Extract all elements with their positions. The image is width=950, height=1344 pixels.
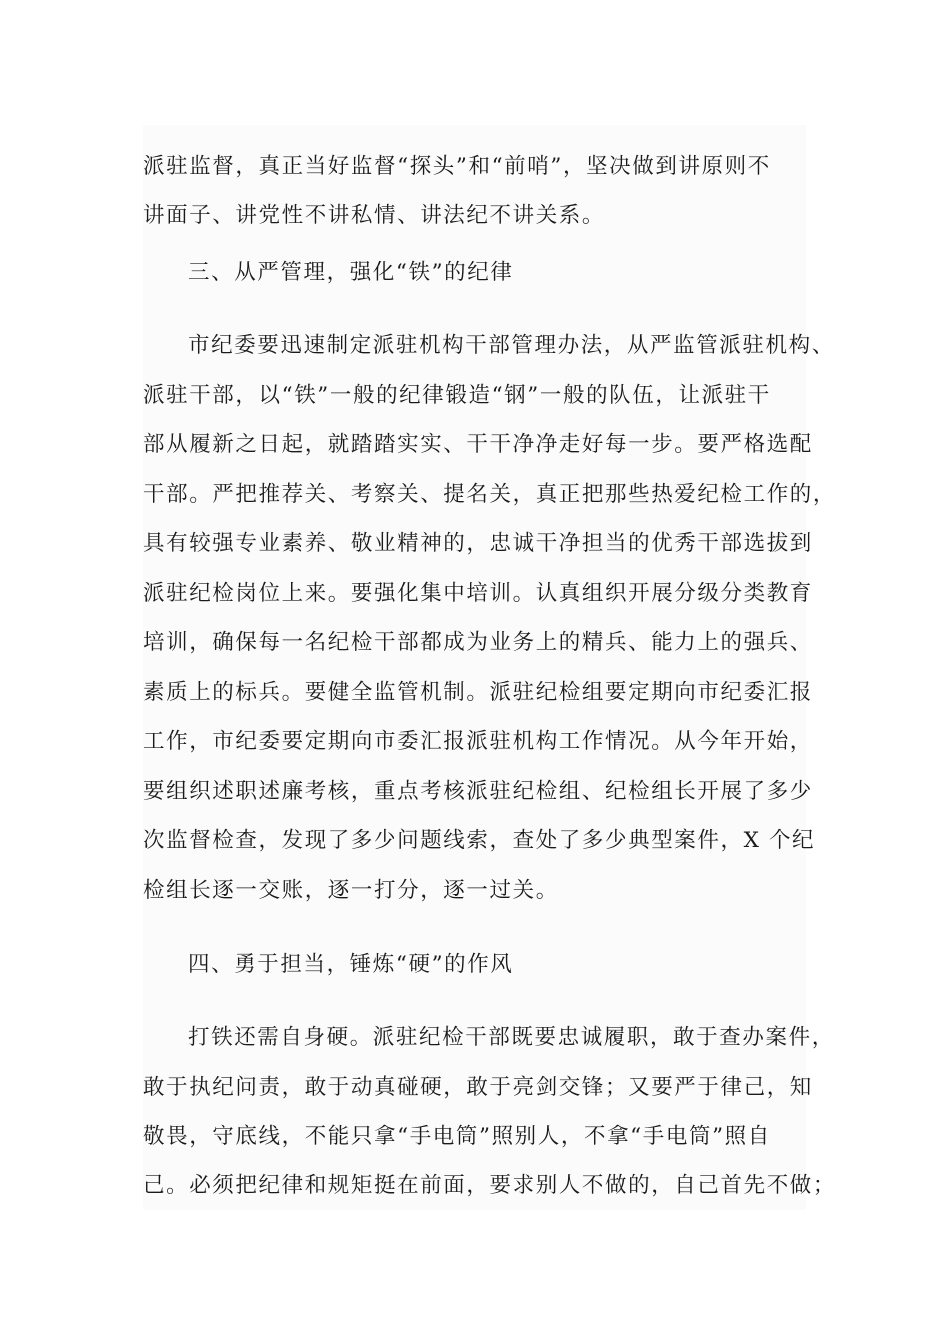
paragraph-line: 干部。严把推荐关、考察关、提名关，真正把那些热爱纪检工作的， [143, 482, 837, 507]
paragraph-line: 要组织述职述廉考核，重点考核派驻纪检组、纪检组长开展了多少 [143, 779, 813, 804]
paragraph-line: 市纪委要迅速制定派驻机构干部管理办法，从严监管派驻机构、 [188, 333, 835, 358]
paragraph-line: 素质上的标兵。要健全监管机制。派驻纪检组要定期向市纪委汇报 [143, 680, 813, 705]
paragraph-line: 敬畏，守底线，不能只拿“手电筒”照别人，不拿“手电筒”照自 [143, 1124, 771, 1149]
paragraph-line: 派驻监督，真正当好监督“探头”和“前哨”，坚决做到讲原则不 [143, 154, 771, 179]
paragraph-line: 己。必须把纪律和规矩挺在前面，要求别人不做的，自己首先不做； [143, 1173, 837, 1198]
section-heading: 三、从严管理，强化“铁”的纪律 [188, 260, 514, 285]
paragraph-line: 派驻干部，以“铁”一般的纪律锻造“钢”一般的队伍，让派驻干 [143, 383, 771, 408]
paragraph-line: 工作，市纪委要定期向市委汇报派驻机构工作情况。从今年开始， [143, 729, 813, 754]
paragraph-line: 检组长逐一交账，逐一打分，逐一过关。 [143, 878, 559, 903]
paragraph-line: 次监督检查，发现了多少问题线索，查处了多少典型案件，X 个纪 [143, 828, 816, 853]
paragraph-line: 派驻纪检岗位上来。要强化集中培训。认真组织开展分级分类教育 [143, 581, 813, 606]
paragraph-line: 部从履新之日起，就踏踏实实、干干净净走好每一步。要严格选配 [143, 432, 813, 457]
paragraph-line: 具有较强专业素养、敬业精神的，忠诚干净担当的优秀干部选拔到 [143, 531, 813, 556]
paragraph-line: 敢于执纪问责，敢于动真碰硬，敢于亮剑交锋；又要严于律己，知 [143, 1075, 813, 1100]
paragraph-line: 讲面子、讲党性不讲私情、讲法纪不讲关系。 [143, 203, 606, 228]
paragraph-line: 培训，确保每一名纪检干部都成为业务上的精兵、能力上的强兵、 [143, 630, 813, 655]
section-heading: 四、勇于担当，锤炼“硬”的作风 [188, 952, 514, 977]
paragraph-line: 打铁还需自身硬。派驻纪检干部既要忠诚履职，敢于查办案件， [188, 1025, 835, 1050]
document-page [143, 125, 837, 1210]
